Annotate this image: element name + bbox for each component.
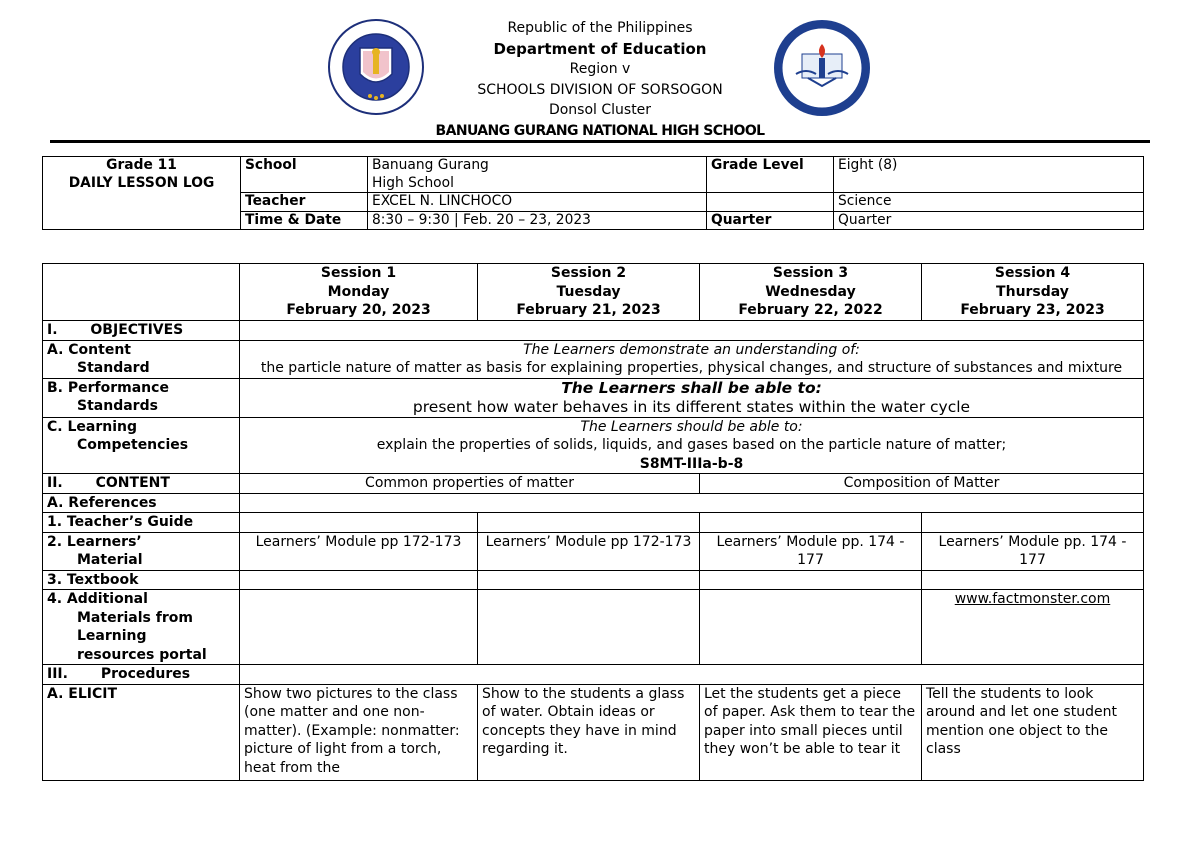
session-name: Session 1 [320,265,397,281]
content-standard-label [43,340,240,378]
teacher-label: Teacher [241,193,368,212]
procedures-empty [240,665,1144,685]
label-line: Learning [77,628,147,644]
school-name-line: BANUANG GURANG NATIONAL HIGH SCHOOL [435,122,765,139]
elicit-s3: Let the students get a piece of paper. Ask them to tear the paper into small pieces until they won’t be able to tear it [700,684,922,780]
elicit-s4: Tell the students to look around and let one student mention one object to the class [922,684,1144,780]
school-value-cell [368,157,707,193]
textbook-s1 [240,570,478,590]
references-label: A. References [43,493,240,513]
performance-standards-value [240,378,1144,417]
learners-material-s4: Learners’ Module pp. 174 - 177 [922,532,1144,570]
session-header-3 [700,264,922,321]
division-line: SCHOOLS DIVISION OF SORSOGON [477,81,723,98]
log-title-cell [43,157,241,230]
section-number: I. [47,322,58,338]
learners-material-label [43,532,240,570]
additional-materials-label [43,590,240,665]
label-line: Standards [77,398,158,414]
school-value-line1: Banuang Gurang [372,157,489,173]
textbook-s3 [700,570,922,590]
department-line: Department of Education [493,39,707,58]
label-line: 4. Additional [47,591,148,607]
learners-material-s3: Learners’ Module pp. 174 - 177 [700,532,922,570]
lesson-log-table [42,263,1144,781]
learners-material-s2: Learners’ Module pp 172-173 [478,532,700,570]
session-header-2 [478,264,700,321]
letterhead-text [400,18,800,141]
label-line: Competencies [77,437,189,453]
elicit-s1: Show two pictures to the class (one matter and one non-matter). (Example: nonmatter: picture of light from a torch, heat from the [240,684,478,780]
elicit-label: A. ELICIT [43,684,240,780]
content-heading [43,474,240,494]
textbook-s2 [478,570,700,590]
additional-materials-s4 [922,590,1144,665]
label-line: Standard [77,360,150,376]
section-number: II. [47,475,63,491]
time-date-value: 8:30 – 9:30 | Feb. 20 – 23, 2023 [368,211,707,230]
references-empty [240,493,1144,513]
label-line: Materials from [77,609,193,626]
log-title: DAILY LESSON LOG [68,174,215,191]
teachers-guide-s4 [922,513,1144,533]
additional-materials-s3 [700,590,922,665]
session-name: Session 2 [550,265,627,281]
session-day: Thursday [996,283,1069,300]
grade-level-value: Eight (8) [834,157,1144,193]
session-day: Wednesday [765,283,856,300]
performance-standards-label [43,378,240,417]
content-standard-intro: The Learners demonstrate an understanding of: [523,341,860,358]
label-line: Material [77,552,143,568]
performance-text: present how water behaves in its different states within the water cycle [412,397,971,416]
corner-cell [43,264,240,321]
school-label: School [241,157,368,193]
session-header-1 [240,264,478,321]
teachers-guide-s3 [700,513,922,533]
factmonster-link[interactable]: www.factmonster.com [954,591,1111,607]
lesson-info-table [42,156,1144,230]
section-number: III. [47,666,68,682]
letterhead [0,0,1200,150]
teacher-value: EXCEL N. LINCHOCO [368,193,707,212]
region-line: Region v [569,61,631,77]
session-date: February 21, 2023 [516,302,661,318]
cluster-line: Donsol Cluster [548,102,652,118]
grade-level-label: Grade Level [707,157,834,193]
textbook-label: 3. Textbook [43,570,240,590]
session-header-4 [922,264,1144,321]
section-title: CONTENT [95,475,170,491]
session-name: Session 4 [994,265,1071,281]
competency-code: S8MT-IIIa-b-8 [639,455,744,472]
content-topic-right: Composition of Matter [700,474,1144,494]
teachers-guide-s2 [478,513,700,533]
header-divider [50,140,1150,143]
label-line: B. Performance [47,379,169,396]
elicit-s2: Show to the students a glass of water. Obtain ideas or concepts they have in mind regarding it. [478,684,700,780]
textbook-s4 [922,570,1144,590]
procedures-heading [43,665,240,685]
session-date: February 22, 2022 [738,302,883,318]
learning-competencies-value [240,417,1144,474]
subject-value: Science [834,193,1144,212]
performance-intro: The Learners shall be able to: [561,378,822,397]
additional-materials-s1 [240,590,478,665]
quarter-label: Quarter [707,211,834,230]
content-standard-value [240,340,1144,378]
learning-competencies-label [43,417,240,474]
teachers-guide-label: 1. Teacher’s Guide [43,513,240,533]
republic-line: Republic of the Philippines [507,20,693,36]
section-title: OBJECTIVES [90,322,184,338]
objectives-heading [43,321,240,341]
content-topic-left: Common properties of matter [240,474,700,494]
time-date-label: Time & Date [241,211,368,230]
competencies-text: explain the properties of solids, liquids, and gases based on the particle nature of matter; [376,437,1007,453]
objectives-empty [240,321,1144,341]
label-line: C. Learning [47,418,137,435]
additional-materials-s2 [478,590,700,665]
session-day: Monday [327,283,390,300]
label-line: resources portal [77,646,207,663]
label-line: 2. Learners’ [47,533,142,550]
session-date: February 20, 2023 [286,302,431,318]
quarter-value: Quarter [834,211,1144,230]
session-date: February 23, 2023 [960,302,1105,318]
section-title: Procedures [100,666,191,682]
session-name: Session 3 [772,265,849,281]
school-value-line2: High School [372,174,454,191]
competencies-intro: The Learners should be able to: [580,418,803,435]
content-standard-text: the particle nature of matter as basis for explaining properties, physical changes, and structure of substances and mixture [260,360,1123,376]
label-line: A. Content [47,341,131,358]
grade-title: Grade 11 [106,157,177,173]
session-day: Tuesday [556,283,621,300]
teachers-guide-s1 [240,513,478,533]
learners-material-s1: Learners’ Module pp 172-173 [240,532,478,570]
subject-label [707,193,834,212]
